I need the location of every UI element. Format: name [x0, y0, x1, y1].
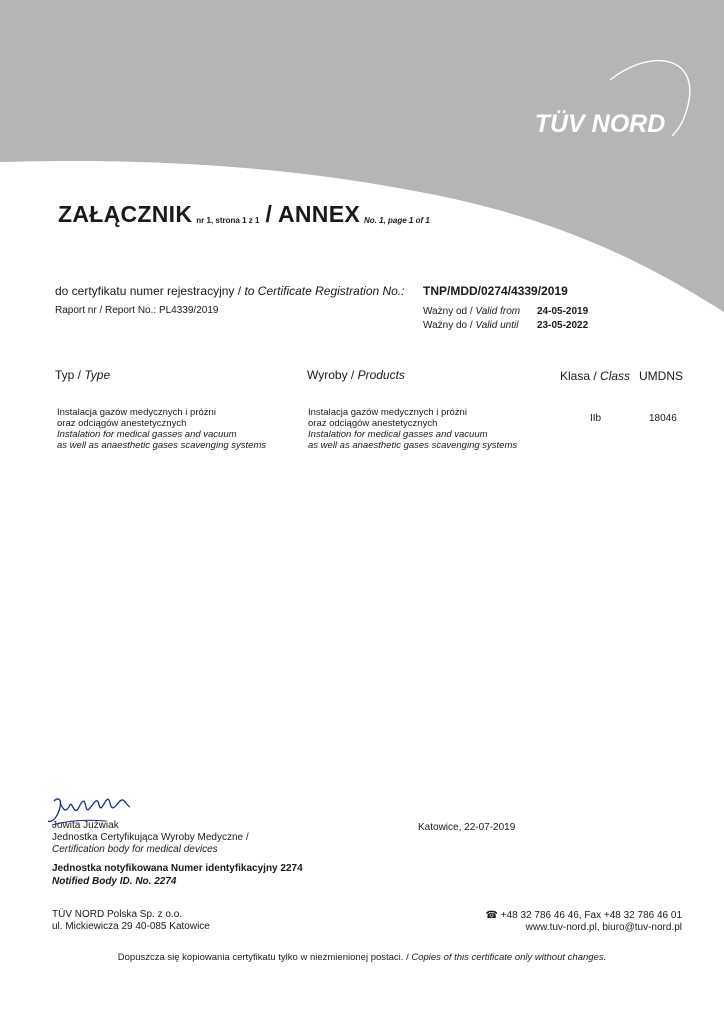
cell-products-en-line: Instalation for medical gasses and vacuum: [308, 429, 488, 440]
phone-icon: ☎: [485, 910, 498, 921]
company-web-email: www.tuv-nord.pl, biuro@tuv-nord.pl: [525, 922, 682, 933]
header-class-pl: Klasa /: [560, 369, 597, 383]
certificate-label-sep: /: [237, 284, 242, 298]
report-line: [55, 305, 218, 316]
notified-body-pl: Jednostka notyfikowana Numer identyfikacyjny 2274: [52, 863, 303, 874]
certificate-label-en: to Certificate Registration No.:: [244, 284, 405, 298]
report-label: Raport nr / Report No.:: [55, 305, 157, 316]
place-date: Katowice, 22-07-2019: [418, 822, 516, 833]
header-umdns: UMDNS: [639, 369, 683, 383]
cell-products: [308, 407, 517, 451]
certificate-label-pl: do certyfikatu numer rejestracyjny: [55, 284, 235, 298]
header-products-en: Products: [357, 368, 405, 382]
certificate-number: TNP/MDD/0274/4339/2019: [423, 284, 568, 298]
header-class: [560, 369, 630, 383]
cell-type: [57, 407, 266, 451]
header-products: [307, 368, 405, 382]
certificate-label: [55, 284, 405, 298]
title-pl: ZAŁĄCZNIK: [58, 201, 193, 227]
cell-products-pl-line: oraz odciągów anestetycznych: [308, 418, 438, 429]
footer-note-pl: Dopuszcza się kopiowania certyfikatu tylko w niezmienionej postaci. /: [117, 952, 409, 963]
title-separator: /: [265, 201, 273, 227]
cell-type-pl-line: oraz odciągów anestetycznych: [57, 418, 187, 429]
company-phone-fax: +48 32 786 46 46, Fax +48 32 786 46 01: [500, 910, 682, 921]
valid-until-en: Valid until: [475, 320, 519, 331]
header-type: [55, 368, 110, 382]
header-type-en: Type: [84, 368, 111, 382]
cell-products-en-line: as well as anaesthetic gases scavenging systems: [308, 440, 518, 451]
company-name: TÜV NORD Polska Sp. z o.o.: [52, 909, 183, 920]
header-class-en: Class: [600, 369, 631, 383]
report-number: PL4339/2019: [158, 305, 219, 316]
subtitle-en: No. 1, page 1 of 1: [364, 216, 430, 225]
signatory-role-pl: Jednostka Certyfikująca Wyroby Medyczne /: [52, 832, 249, 843]
header-band: [0, 0, 724, 330]
valid-from-en: Valid from: [475, 306, 521, 317]
footer-note: [0, 952, 724, 963]
cell-type-en-line: as well as anaesthetic gases scavenging systems: [57, 440, 267, 451]
notified-body-en: Notified Body ID. No. 2274: [52, 876, 177, 887]
cell-products-pl-line: Instalacja gazów medycznych i próżni: [308, 407, 467, 418]
cell-umdns: 18046: [649, 413, 677, 424]
cell-type-pl-line: Instalacja gazów medycznych i próżni: [57, 407, 216, 418]
valid-until-pl: Ważny do /: [423, 320, 473, 331]
valid-from-date: 24-05-2019: [537, 306, 589, 317]
header-products-pl: Wyroby /: [307, 368, 355, 382]
valid-until-date: 23-05-2022: [537, 320, 589, 331]
cell-type-en-line: Instalation for medical gasses and vacuum: [57, 429, 237, 440]
valid-from-label: [423, 306, 520, 317]
header-type-pl: Typ /: [55, 368, 82, 382]
title-en: ANNEX: [277, 201, 360, 227]
tuv-nord-logo: TÜV NORD: [534, 110, 666, 138]
company-phone-fax-line: [485, 910, 682, 921]
cell-class: IIb: [590, 413, 602, 424]
valid-from-pl: Ważny od /: [423, 306, 473, 317]
header-grey-shape: [0, 0, 724, 312]
signatory-role-en: Certification body for medical devices: [52, 844, 218, 855]
signatory-name: Jowita Juźwiak: [52, 820, 119, 831]
annex-title: [58, 201, 430, 228]
company-address: ul. Mickiewicza 29 40-085 Katowice: [52, 921, 210, 932]
valid-until-label: [423, 320, 518, 331]
footer-note-en: Copies of this certificate only without changes.: [411, 952, 607, 963]
subtitle-pl: nr 1, strona 1 z 1: [196, 216, 260, 225]
